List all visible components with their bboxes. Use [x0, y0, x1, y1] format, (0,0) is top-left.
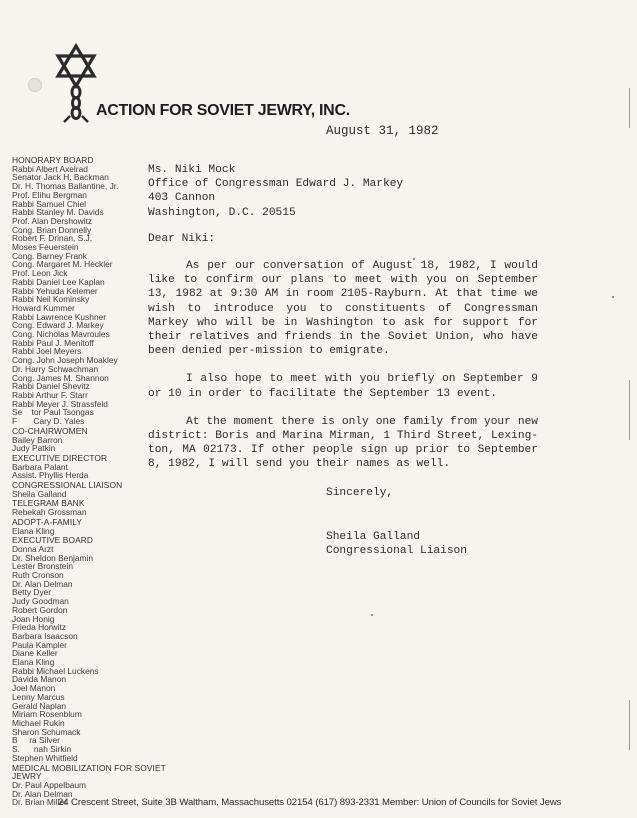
board-member-name: Prof. Alan Dershowitz	[12, 215, 93, 226]
board-member-name: Dr. Sheldon Benjamin	[12, 552, 94, 563]
signer-title: Congressional Liaison	[326, 545, 467, 558]
board-member-name: Stephen Whitfield	[12, 752, 78, 763]
board-member-name: Michael Rukin	[12, 718, 65, 728]
star-of-david-chain-icon	[50, 42, 102, 124]
paper-speck	[371, 614, 373, 616]
board-section-heading: CONGRESSIONAL LIAISON	[12, 480, 123, 491]
body-paragraph: At the moment there is only one family from your new district: Boris and Marina Mirman, 1 Third Street, Lexing-ton, MA 02173. If other people sign up prior to September 8, 1982, I will send you their names as well.	[148, 415, 538, 471]
board-member-name: Rabbi Arthur F. Starr	[12, 389, 88, 400]
recipient-line: 403 Cannon	[148, 192, 216, 205]
organization-name: ACTION FOR SOVIET JEWRY, INC.	[96, 102, 350, 119]
punch-hole	[28, 78, 42, 92]
board-member-name: B ra Silver	[12, 735, 60, 746]
board-member-name: Dr. Alan Delman	[12, 788, 73, 799]
board-member-name: Rabbi Stanley M. Davids	[12, 207, 104, 218]
board-member-name: Rabbi Joel Meyers	[12, 346, 82, 357]
board-member-name: Prof. Elihu Bergman	[12, 189, 87, 200]
board-member-name: Lenny Marcus	[12, 691, 65, 702]
board-section-heading: ADOPT-A-FAMILY	[12, 516, 83, 527]
board-member-name: Diane Keller	[12, 648, 58, 659]
board-member-name: Davida Manon	[12, 674, 67, 685]
board-member-name: Robert F. Drinan, S.J.	[12, 233, 93, 244]
board-member-name: Paula Kampler	[12, 639, 67, 650]
board-member-name: F Cary D. Yales	[12, 416, 85, 427]
board-member-name: Rebekah Grossman	[12, 507, 87, 518]
board-member-name: Rabbi Albert Axelrad	[12, 163, 88, 174]
board-member-name: Rabbi Neil Kominsky	[12, 294, 90, 305]
letter-body	[148, 163, 538, 558]
edge-mark	[629, 380, 630, 440]
board-member-name: Cong. Margaret M. Heckler	[12, 259, 113, 270]
board-member-name: Moses Feuerstein	[12, 242, 79, 253]
board-section	[12, 536, 172, 762]
board-member-name: Rabbi Daniel Shevitz	[12, 381, 90, 392]
board-member-name: Rabbi Paul J. Menitoff	[12, 337, 94, 348]
board-member-name: Rabbi Samuel Chiel	[12, 198, 87, 209]
board-member-name: Gerald Naplan	[12, 700, 67, 711]
board-member-name: Barbara Isaacson	[12, 630, 78, 641]
footer-address: 24 Crescent Street, Suite 3B Waltham, Massachusetts 02154 (617) 893-2331 Member: Union of Councils for Soviet Jews	[58, 797, 562, 808]
board-member-name: Cong. Barney Frank	[12, 250, 87, 261]
board-section-heading: TELEGRAM BANK	[12, 498, 85, 509]
board-section-heading: CO-CHAIRWOMEN	[12, 425, 88, 436]
board-member-name: Elana Kling	[12, 657, 55, 668]
board-member-name: Miriam Rosenblum	[12, 709, 82, 720]
board-member-name: Betty Dyer	[12, 587, 52, 598]
body-paragraph: I also hope to meet with you briefly on September 9 or 10 in order to facilitate the September 13 event.	[148, 373, 538, 400]
board-member-name: Judy Goodman	[12, 596, 69, 607]
board-member-name: Judy Patkin	[12, 443, 56, 454]
board-member-name: Joel Manon	[12, 683, 56, 694]
board-member-name: Rabbi Daniel Lee Kaplan	[12, 276, 105, 287]
board-member-name: Lester Bronstein	[12, 561, 73, 572]
board-member-name: Robert Gordon	[12, 604, 68, 615]
board-member-name: Sheila Galland	[12, 488, 67, 499]
board-member-name: Bailey Barron	[12, 434, 63, 445]
board-member-name: Donna Arzt	[12, 543, 54, 554]
recipient-address	[148, 163, 538, 220]
board-member-name: Cong. Nicholas Mavroules	[12, 329, 110, 340]
body-paragraph: As per our conversation of August 18, 1982, I would like to confirm our plans to meet with you on September 13, 1982 at 9:30 AM in room 2105-Rayburn. At that time we wish to introduce you to constituents of Congressman Markey who will be in Washington to ask for support for their relatives and friends in the Soviet Union, who have been denied per-mission to emigrate.	[148, 260, 538, 358]
board-member-name: Rabbi Meyer J. Strassfeld	[12, 398, 108, 409]
board-member-name: Rabbi Michael Luckens	[12, 665, 99, 676]
board-member-name: Frieda Horwitz	[12, 622, 66, 633]
salutation: Dear Niki:	[148, 232, 216, 245]
board-member-name: Ruth Cronson	[12, 570, 64, 581]
board-section-heading: EXECUTIVE BOARD	[12, 535, 94, 546]
board-member-name: Cong. Edward J. Markey	[12, 320, 104, 331]
edge-mark	[629, 700, 630, 750]
board-member-name: Dr. Harry Schwachman	[12, 363, 99, 374]
paper-speck	[413, 258, 415, 260]
board-section-heading: EXECUTIVE DIRECTOR	[12, 452, 108, 463]
recipient-line: Washington, D.C. 20515	[148, 206, 296, 219]
board-member-name: Sharon Schumack	[12, 726, 81, 737]
board-member-name: Assist. Phyllis Herda	[12, 470, 89, 481]
board-member-name: Se tor Paul Tsongas	[12, 407, 94, 418]
board-member-name: Cong. Brian Donnelly	[12, 224, 92, 235]
board-member-name: Rabbi Yehuda Kelemer	[12, 285, 98, 296]
board-section-heading: HONORARY BOARD	[12, 155, 94, 165]
board-section-heading: MEDICAL MOBILIZATION FOR SOVIET JEWRY	[12, 762, 166, 782]
board-member-name: Prof. Leon Jick	[12, 268, 68, 279]
board-member-name: Rabbi Lawrence Kushner	[12, 311, 107, 322]
recipient-line: Ms. Niki Mock	[148, 164, 236, 176]
letter-date: August 31, 1982	[326, 124, 439, 138]
board-member-name: Joan Honig	[12, 613, 55, 624]
board-member-name: Elana Kling	[12, 525, 55, 536]
board-member-name: Dr. H. Thomas Ballantine, Jr.	[12, 181, 119, 192]
board-member-name: S. nah Sirkin	[12, 744, 72, 755]
signer-name: Sheila Galland	[326, 530, 420, 543]
board-member-name: Dr. Alan Delman	[12, 578, 73, 589]
board-member-name: Howard Kummer	[12, 302, 75, 313]
recipient-line: Office of Congressman Edward J. Markey	[148, 178, 404, 191]
paper-speck	[612, 296, 614, 298]
board-member-name: Cong. James M. Shannon	[12, 372, 109, 383]
closing: Sincerely,	[326, 486, 394, 499]
board-member-name: Barbara Palant	[12, 461, 68, 472]
edge-mark	[629, 88, 630, 128]
board-member-name: Cong. John Joseph Moakley	[12, 355, 118, 366]
board-member-name: Dr. Brian Miller	[12, 797, 67, 808]
board-member-name: Senator Jack H. Backman	[12, 172, 109, 183]
board-member-name: Dr. Paul Appelbaum	[12, 779, 87, 790]
